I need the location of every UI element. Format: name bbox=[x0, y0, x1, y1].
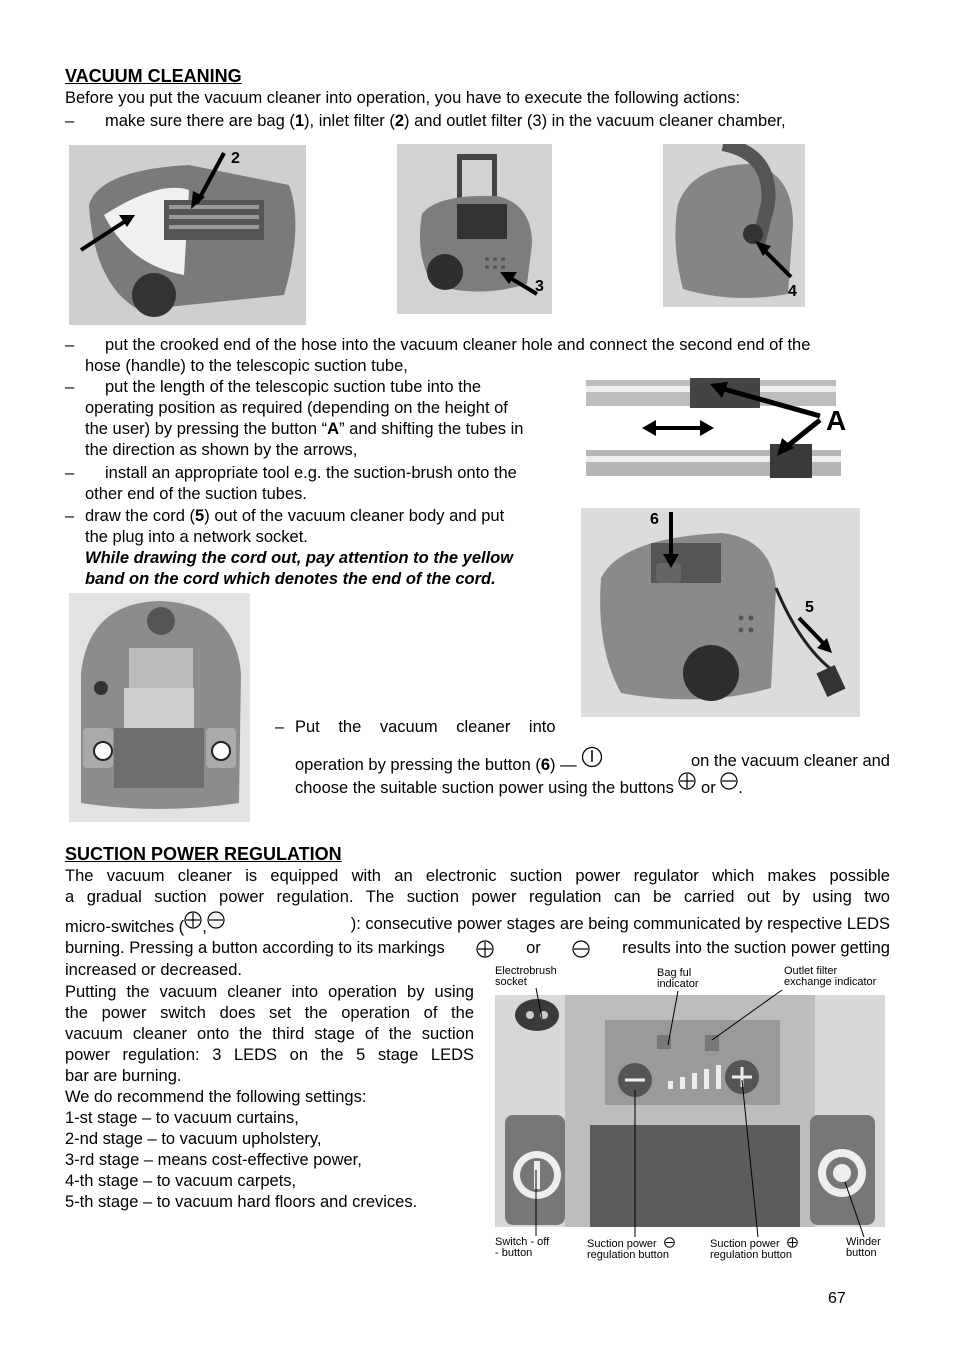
stage-item: 4-th stage – to vacuum carpets, bbox=[65, 1172, 297, 1190]
plus-circle-icon bbox=[184, 911, 202, 929]
minus-circle-icon bbox=[720, 772, 738, 790]
bullet-cord: – draw the cord (5) out of the vacuum cleaner body and put bbox=[65, 507, 505, 525]
page-number: 67 bbox=[828, 1290, 846, 1307]
suction-text-line1: The vacuum cleaner is equipped with an electronic suction power regulator which makes possible bbox=[65, 867, 890, 885]
minus-circle-icon bbox=[664, 1237, 675, 1248]
bullet-hose: – put the crooked end of the hose into the vacuum cleaner hole and connect the second end of the bbox=[65, 336, 811, 354]
photo-label-power-button: 6 bbox=[650, 511, 659, 528]
photo-label-inlet-filter: 2 bbox=[231, 150, 240, 167]
stage-item: 5-th stage – to vacuum hard floors and crevices. bbox=[65, 1193, 418, 1211]
photo-open-chamber bbox=[69, 145, 306, 325]
bullet-telescopic: – put the length of the telescopic suction tube into the bbox=[65, 378, 482, 396]
photo-label-cord: 5 bbox=[805, 599, 814, 616]
callout-suction-minus-button: Suction power regulation button bbox=[587, 1237, 675, 1261]
suction-text-line7: the power switch does set the operation of the bbox=[65, 1004, 474, 1022]
suction-text-line4: burning. Pressing a button according to its markings or results into the suction power getting bbox=[65, 939, 890, 957]
stage-item: 3-rd stage – means cost-effective power, bbox=[65, 1151, 362, 1169]
suction-text-line11: We do recommend the following settings: bbox=[65, 1088, 367, 1106]
plus-circle-icon bbox=[476, 940, 494, 958]
callout-bag-full-indicator: Bag ful indicator bbox=[657, 967, 699, 990]
bullet-operation-line2: operation by pressing the button (6) — on the vacuum cleaner and bbox=[295, 746, 890, 776]
callout-outlet-filter-indicator: Outlet filter exchange indicator bbox=[784, 965, 877, 988]
callout-suction-plus-button: Suction power regulation button bbox=[710, 1237, 798, 1261]
intro-text: Before you put the vacuum cleaner into operation, you have to execute the following actions: bbox=[65, 89, 741, 107]
callout-switch-off-button: Switch - off - button bbox=[495, 1236, 550, 1259]
bullet-telescopic-line2: operating position as required (depending on the height of bbox=[85, 399, 508, 417]
photo-hose-connection bbox=[663, 144, 805, 307]
photo-telescopic-tube bbox=[580, 376, 870, 484]
suction-text-line6: Putting the vacuum cleaner into operation by using bbox=[65, 983, 474, 1001]
stage-item: 1-st stage – to vacuum curtains, bbox=[65, 1109, 299, 1127]
plus-circle-icon bbox=[787, 1237, 798, 1248]
bullet-cord-line2: the plug into a network socket. bbox=[85, 528, 308, 546]
suction-text-line10: bar are burning. bbox=[65, 1067, 182, 1085]
photo-top-view bbox=[69, 593, 250, 822]
bullet-operation-line3: choose the suitable suction power using the buttons or . bbox=[295, 772, 743, 799]
plus-circle-icon bbox=[678, 772, 696, 790]
section-heading-vacuum-cleaning: VACUUM CLEANING bbox=[65, 66, 242, 86]
section-heading-suction-power: SUCTION POWER REGULATION bbox=[65, 844, 342, 864]
cord-warning-line1: While drawing the cord out, pay attention to the yellow bbox=[85, 549, 514, 567]
callout-winder-button: Winder button bbox=[846, 1236, 881, 1259]
bullet-chamber: – make sure there are bag (1), inlet filter (2) and outlet filter (3) in the vacuum cleaner chamber, bbox=[65, 112, 786, 130]
power-symbol-icon bbox=[581, 746, 603, 768]
photo-label-hose: 4 bbox=[788, 283, 797, 300]
suction-text-line2: a gradual suction power regulation. The suction power regulation can be carried out by using two bbox=[65, 888, 890, 906]
bullet-telescopic-line4: the direction as shown by the arrows, bbox=[85, 441, 358, 459]
bullet-operation: – Put the vacuum cleaner into bbox=[275, 718, 556, 736]
bullet-tool-line2: other end of the suction tubes. bbox=[85, 485, 307, 503]
suction-text-line5: increased or decreased. bbox=[65, 961, 243, 979]
minus-circle-icon bbox=[572, 940, 590, 958]
bullet-telescopic-line3: the user) by pressing the button “A” and shifting the tubes in bbox=[85, 420, 524, 438]
callout-electrobrush-socket: Electrobrush socket bbox=[495, 965, 557, 988]
photo-cleaner-handle bbox=[397, 144, 552, 314]
panel-callout-lines bbox=[480, 960, 900, 1270]
bullet-hose-line2: hose (handle) to the telescopic suction tube, bbox=[85, 357, 408, 375]
photo-label-outlet-filter: 3 bbox=[535, 278, 544, 295]
suction-text-line8: vacuum cleaner onto the third stage of the suction bbox=[65, 1025, 474, 1043]
minus-circle-icon bbox=[207, 911, 225, 929]
bullet-tool: – install an appropriate tool e.g. the suction-brush onto the bbox=[65, 464, 517, 482]
suction-text-line9: power regulation: 3 LEDS on the 5 stage LEDS bbox=[65, 1046, 474, 1064]
tube-button-label: A bbox=[826, 405, 847, 436]
stage-item: 2-nd stage – to vacuum upholstery, bbox=[65, 1130, 322, 1148]
cord-warning-line2: band on the cord which denotes the end of the cord. bbox=[85, 570, 496, 588]
photo-cord-button bbox=[581, 508, 860, 717]
suction-text-line3: micro-switches ( , ): consecutive power stages are being communicated by respective LEDS bbox=[65, 911, 890, 938]
